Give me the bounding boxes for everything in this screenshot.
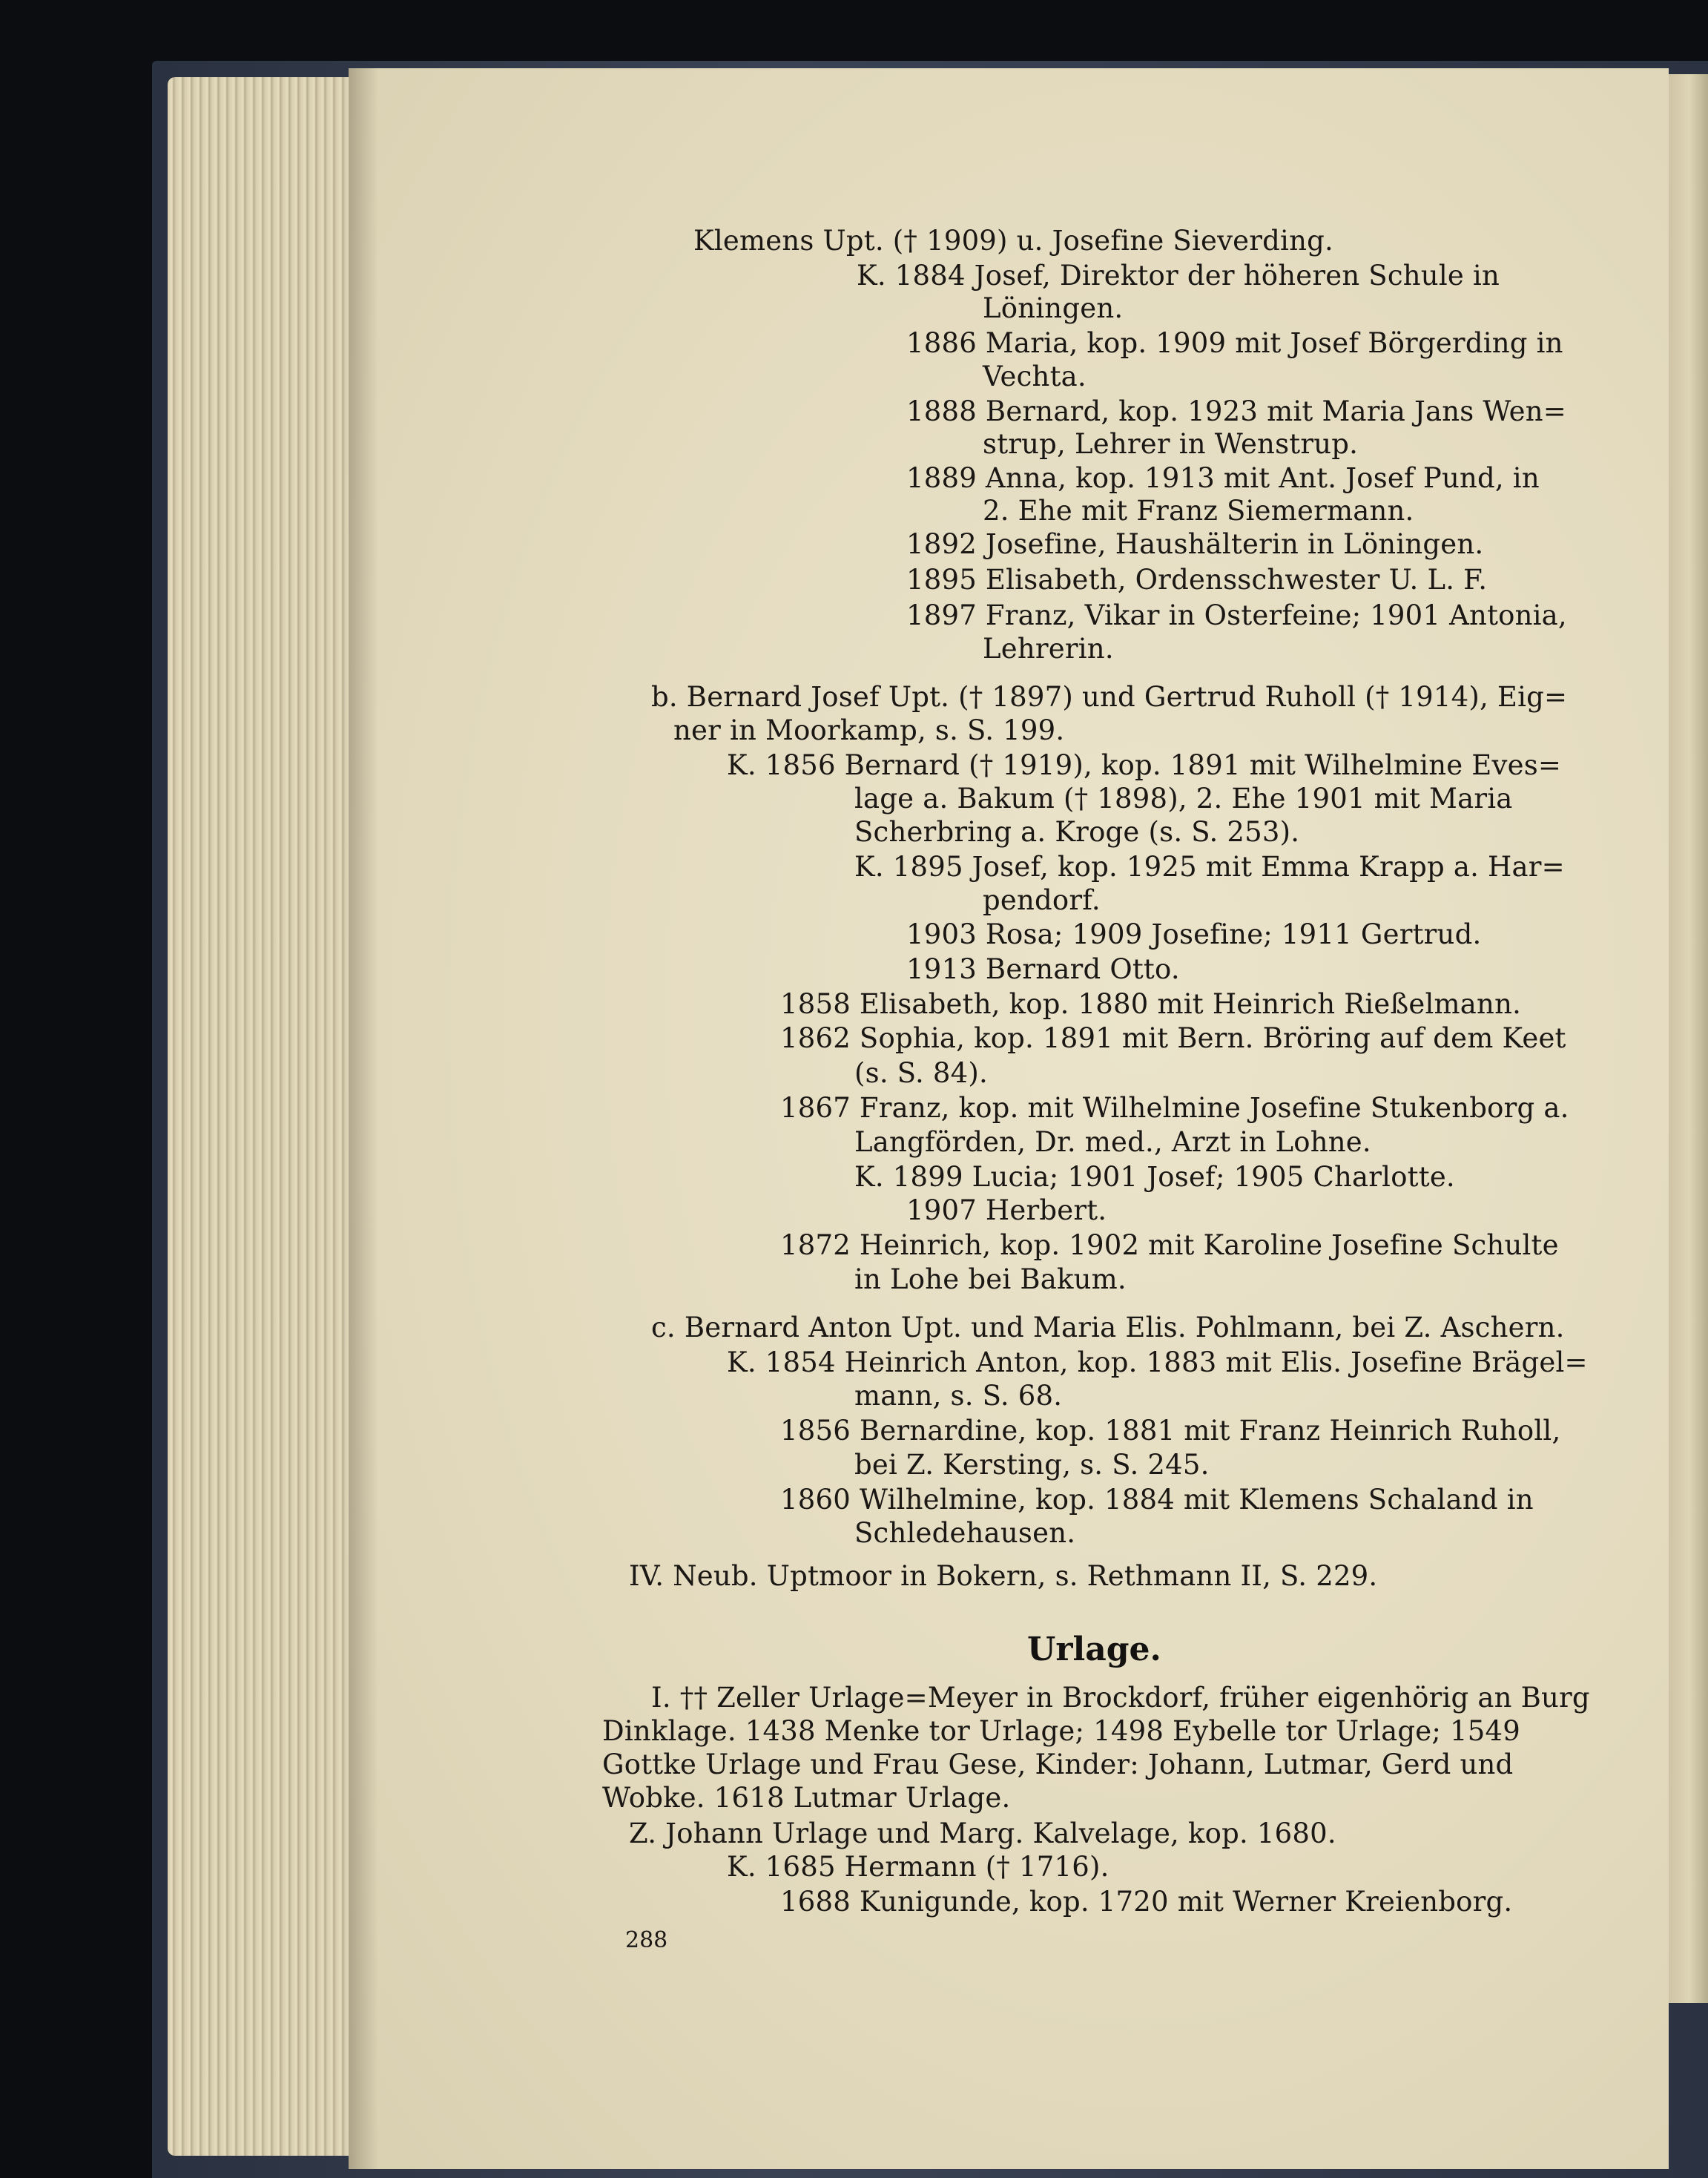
text-line: c. Bernard Anton Upt. und Maria Elis. Pohlmann, bei Z. Aschern. (651, 1312, 1565, 1343)
text-line: Wobke. 1618 Lutmar Urlage. (602, 1782, 1011, 1814)
text-line: 1907 Herbert. (906, 1194, 1107, 1226)
text-line: (s. S. 84). (854, 1057, 988, 1089)
text-line: in Lohe bei Bakum. (854, 1263, 1127, 1295)
text-line: bei Z. Kersting, s. S. 245. (854, 1449, 1210, 1481)
text-line: Lehrerin. (983, 633, 1114, 665)
text-line: Klemens Upt. († 1909) u. Josefine Sieverding. (693, 225, 1333, 257)
text-line: 1860 Wilhelmine, kop. 1884 mit Klemens Schaland in (780, 1484, 1534, 1516)
page-edges (168, 77, 362, 2156)
text-line: 1897 Franz, Vikar in Osterfeine; 1901 Antonia, (906, 599, 1567, 631)
text-line: Löningen. (983, 292, 1124, 324)
text-line: K. 1685 Hermann († 1716). (727, 1851, 1109, 1883)
text-line: Vechta. (983, 361, 1087, 392)
text-line: lage a. Bakum († 1898), 2. Ehe 1901 mit Maria (854, 783, 1513, 815)
text-line: Dinklage. 1438 Menke tor Urlage; 1498 Eybelle tor Urlage; 1549 (602, 1715, 1520, 1747)
text-line: 1903 Rosa; 1909 Josefine; 1911 Gertrud. (906, 918, 1482, 950)
text-line: K. 1895 Josef, kop. 1925 mit Emma Krapp a. Har= (854, 851, 1565, 883)
text-line: K. 1884 Josef, Direktor der höheren Schule in (857, 260, 1500, 292)
text-line: 1888 Bernard, kop. 1923 mit Maria Jans Wen= (906, 395, 1566, 427)
text-line: 1856 Bernardine, kop. 1881 mit Franz Heinrich Ruholl, (780, 1415, 1561, 1447)
text-line: 1872 Heinrich, kop. 1902 mit Karoline Josefine Schulte (780, 1229, 1559, 1261)
text-line: 1892 Josefine, Haushälterin in Löningen. (906, 528, 1484, 560)
text-line: 1889 Anna, kop. 1913 mit Ant. Josef Pund, in (906, 462, 1540, 494)
text-line: K. 1854 Heinrich Anton, kop. 1883 mit Elis. Josefine Brägel= (727, 1346, 1588, 1378)
page-number: 288 (625, 1927, 668, 1953)
text-line: 1688 Kunigunde, kop. 1720 mit Werner Kreienborg. (780, 1886, 1513, 1918)
text-line: 1895 Elisabeth, Ordensschwester U. L. F. (906, 564, 1488, 596)
text-line: 1913 Bernard Otto. (906, 953, 1180, 985)
text-line: ner in Moorkamp, s. S. 199. (673, 714, 1065, 746)
text-line: Z. Johann Urlage und Marg. Kalvelage, kop. 1680. (629, 1817, 1336, 1849)
text-line: 1886 Maria, kop. 1909 mit Josef Börgerding in (906, 327, 1563, 359)
text-line: IV. Neub. Uptmoor in Bokern, s. Rethmann II, S. 229. (629, 1560, 1378, 1592)
text-line: K. 1899 Lucia; 1901 Josef; 1905 Charlotte. (854, 1161, 1455, 1193)
text-line: pendorf. (983, 884, 1101, 916)
text-line: K. 1856 Bernard († 1919), kop. 1891 mit Wilhelmine Eves= (727, 749, 1562, 781)
text-line: strup, Lehrer in Wenstrup. (983, 428, 1359, 460)
text-line: Langförden, Dr. med., Arzt in Lohne. (854, 1126, 1371, 1158)
text-line: Gottke Urlage und Frau Gese, Kinder: Johann, Lutmar, Gerd und (602, 1748, 1514, 1780)
text-line: Scherbring a. Kroge (s. S. 253). (854, 816, 1300, 848)
text-line: 1858 Elisabeth, kop. 1880 mit Heinrich Rießelmann. (780, 988, 1522, 1020)
text-line: I. †† Zeller Urlage=Meyer in Brockdorf, früher eigenhörig an Burg (651, 1682, 1590, 1714)
text-line: 1867 Franz, kop. mit Wilhelmine Josefine Stukenborg a. (780, 1092, 1569, 1124)
text-line: 1862 Sophia, kop. 1891 mit Bern. Bröring auf dem Keet (780, 1022, 1566, 1054)
text-line: b. Bernard Josef Upt. († 1897) und Gertrud Ruholl († 1914), Eig= (651, 681, 1568, 713)
text-line: Schledehausen. (854, 1517, 1076, 1549)
gutter-shadow (349, 68, 378, 2169)
text-line: mann, s. S. 68. (854, 1380, 1063, 1412)
text-line: 2. Ehe mit Franz Siemermann. (983, 495, 1414, 527)
section-heading: Urlage. (1027, 1631, 1161, 1668)
